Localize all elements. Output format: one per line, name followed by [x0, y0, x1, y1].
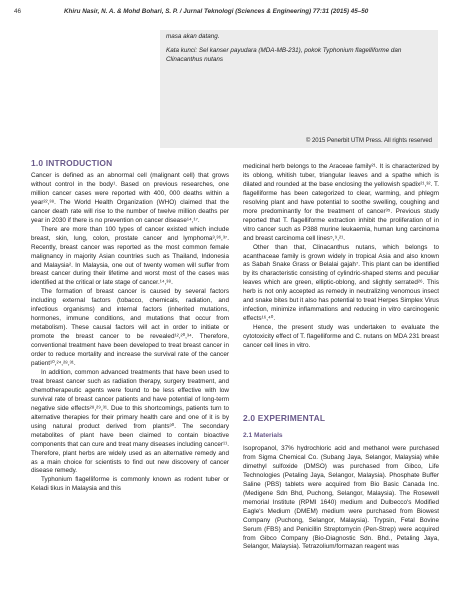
section-heading-introduction: 1.0 INTRODUCTION	[31, 158, 113, 168]
paragraph: Other than that, Clinacanthus nutans, which belongs to acanthaceae family is grown widely in tropical Asia and also known as Sabah Snake Grass or Belalai gajah⁷. This plant can be identified by its characteristic consisting of cylindric-shaped stems and peculiar leaves which are green, elliptic-oblong, and slightly serrated²⁶. This herb is not only accepted as remedy in neutralizing venomous insect and snake bites but it also has potential to treat Herpes Simplex Virus infection, minimize inflammations and reducing in vitro carcinogenic effects¹⁶,⁴⁰.	[243, 243, 439, 323]
section-heading-experimental: 2.0 EXPERIMENTAL	[243, 413, 326, 423]
column-right-bottom	[243, 445, 439, 552]
abstract-tail: masa akan datang.	[166, 33, 220, 40]
subsection-heading-materials: 2.1 Materials	[243, 432, 283, 439]
paragraph: medicinal herb belongs to the Araceae family²¹. It is characterized by its oblong, whitish tuber, triangular leaves and a spathe which is dilated and rounded at the base enclosing the yellowish spadix²¹,³². T. flagelliforme has been categorized to clear, warming, and phlegm resolving plant and have potential to soothe swelling, coughing and more predominantly for the treatment of cancer³⁵. Previous study reported that T. flagelliforme extraction inhibit the proliferation of in vitro cancer such as P388 murine leukaemia, human lung carcinoma and breast carcinoma cell lines⁵,⁹,²¹.	[243, 163, 439, 242]
paragraph: The formation of breast cancer is caused by several factors including external factors (tobacco, chemicals, radiation, and infectious organisms) and internal factors (inherited mutations, hormones, immune conditions, and mutations that occur from metabolism). These causal factors will act in order to initiate or promote the breast cancer to be revealed¹²,²⁰,³⁴. Therefore, conventional treatment have been developed to treat breast cancer in order to reduce mortality and increase the survival rate of the cancer patient¹⁰,²⁴,²⁸,³¹.	[31, 288, 229, 368]
paragraph: Isopropanol, 37% hydrochloric acid and methanol were purchased from Sigma Chemical Co. (Subang Jaya, Selangor, Malaysia) while dimethyl sulfoxide (DMSO) was purchased from Gibco, Life Technologies (Petaling Jaya, Selangor, Malaysia). Phosphate Buffer Saline (PBS) tablets were acquired from Bio Basic Canada Inc. (Medigene Sdn Bhd, Puchong, Selangor, Malaysia). The Rosewell memorial Institute (RPMI 1640) medium and Dulbecco's Modified Eagle's Medium (DMEM) medium were purchased from Biowest Company (Puchong, Selangor, Malaysia). Trypsin, Fetal Bovine Serum (FBS) and Penicillin Streptomycin (Pen-Strep) were acquired from Gibco Company (Bio-Diagnostic Sdn. Bhd., Petaling Jaya, Selangor, Malaysia). Tetrazolium/formazan reagent was	[243, 445, 439, 551]
paragraph: Typhonium flagelliforme is commonly known as rodent tuber or Keladi tikus in Malaysia and this	[31, 476, 229, 493]
running-title: Khiru Nasir, N. A. & Mohd Bohari, S. P. / Jurnal Teknologi (Sciences & Engineering) 77:31 (2015) 45–50	[64, 8, 369, 15]
paragraph: There are more than 100 types of cancer existed which include breast, skin, lung, colon, prostate cancer and lymphoma³,³⁶,³⁷. Recently, breast cancer was reported as the most common female malignancy in majority Asian countries such as Thailand, Indonesia and Malaysia². In Malaysia, one out of twenty women will suffer from breast cancer during their lifetime and worst most of the cases was identified at the critical or late stage of cancer.¹⁴,³⁸.	[31, 225, 229, 287]
paragraph: Hence, the present study was undertaken to evaluate the cytotoxicity effect of T. flagelliforme and C. nutans on MDA 231 breast cancer cell lines in vitro.	[243, 324, 439, 350]
page-number: 46	[14, 8, 22, 15]
keywords: Kata kunci: Sel kanser payudara (MDA-MB-231), pokok Typhonium flagelliforme dan Clinacanthus nutans	[166, 47, 402, 63]
column-left	[31, 172, 229, 494]
abstract-box	[160, 30, 438, 148]
column-right-top	[243, 163, 439, 351]
page-header	[14, 8, 460, 22]
copyright-notice: © 2015 Penerbit UTM Press. All rights reserved	[305, 138, 432, 144]
paragraph: Cancer is defined as an abnormal cell (malignant cell) that grows without control in the body¹. Based on previous researches, one million cancer cases were reported with 400, 000 deaths within a year²²,³⁸. The World Health Organization (WHO) claimed that the cancer death rate will rise to the number of twelve million deaths per year in 2030 if there is no prevention on cancer disease¹⁴,¹⁷.	[31, 172, 229, 224]
paragraph: In addition, common advanced treatments that have been used to treat breast cancer such as radiation therapy, surgery treatment, and chemotherapeutic agents were found to be less effective with low survival rate of breast cancer patients and have potential of long-term negative side effects²⁸,²⁹,³¹. Due to this shortcomings, patients turn to alternative therapies for their primary health care and one of it is by using natural product derived from plants³⁰. The secondary metabolites of plant have been claimed to contain bioactive components that can cure and treat many diseases including cancer¹¹. Therefore, plant herbs are widely used as an alternative remedy and as a main choice for scientists to find out new discovery of cancer disease remedy.	[31, 368, 229, 475]
